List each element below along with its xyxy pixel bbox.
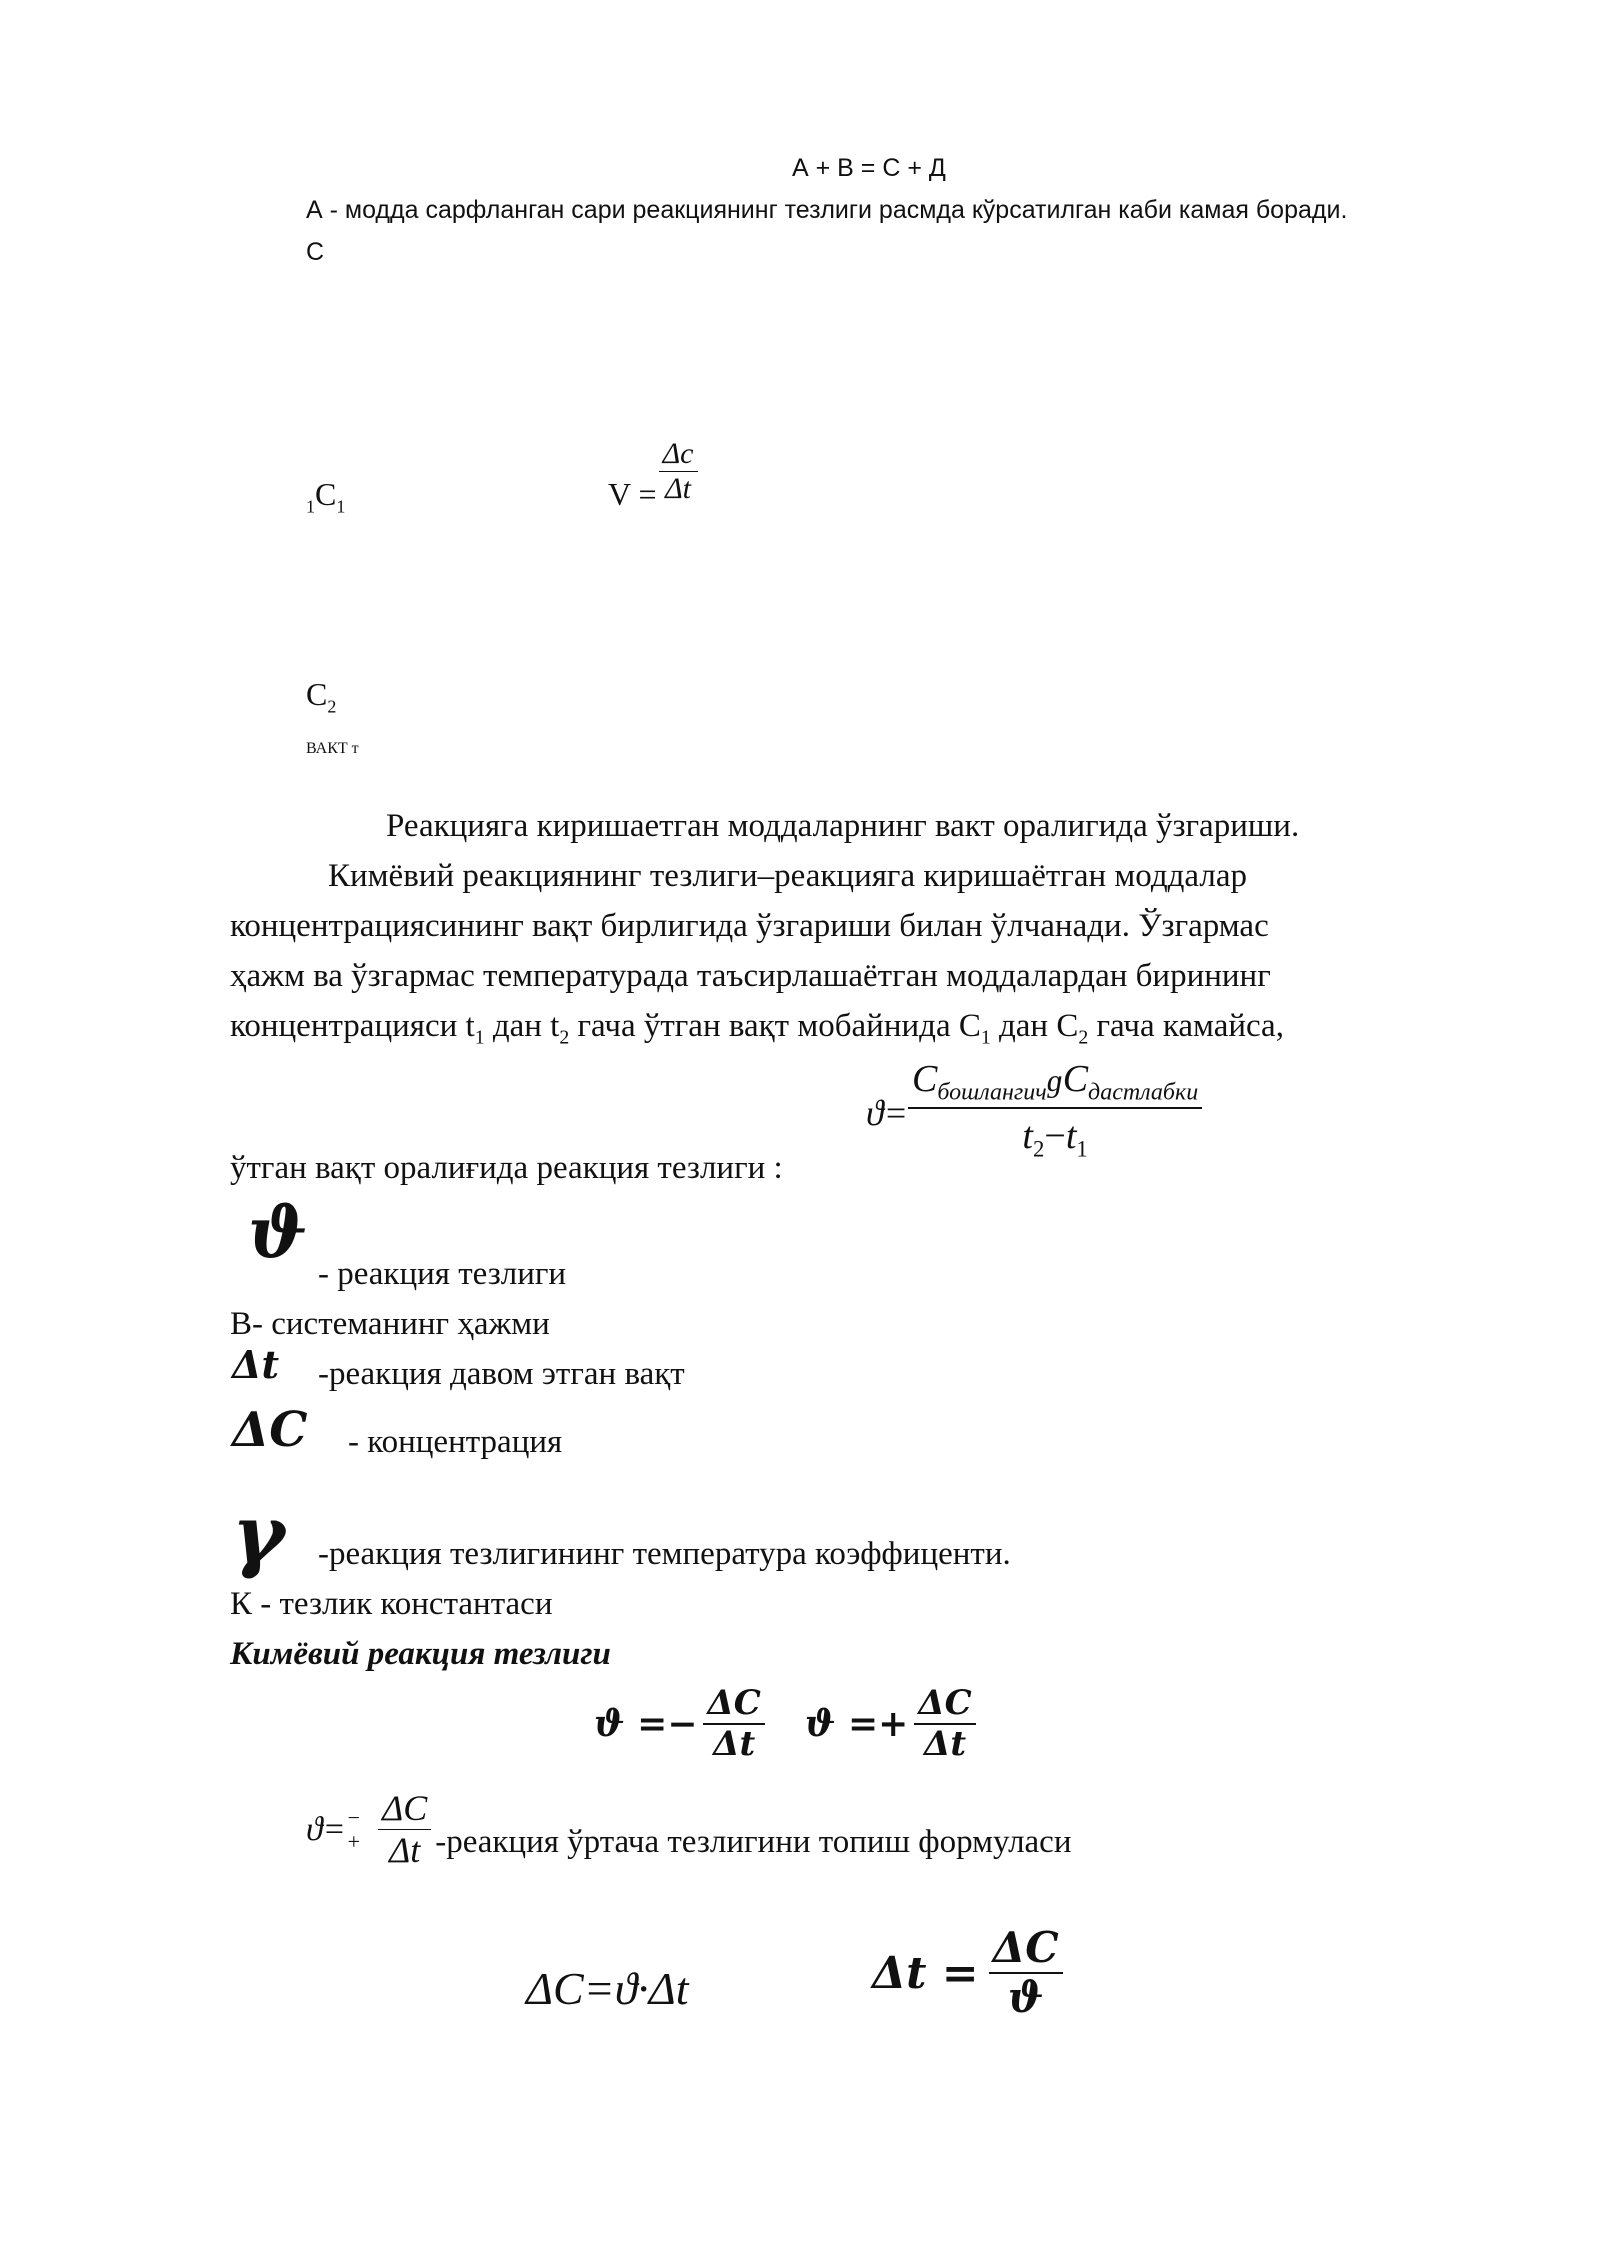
rate-num-c2: С bbox=[1062, 1058, 1089, 1100]
pair-left-den: Δt bbox=[713, 1724, 756, 1765]
p4-c: гача ўтган вақт мобайнида С bbox=[569, 1008, 981, 1044]
delta-t-symbol: Δt bbox=[232, 1342, 280, 1387]
def-volume-text: В- системанинг ҳажми bbox=[230, 1306, 550, 1342]
rate-formula-num bbox=[908, 1058, 1202, 1109]
p4-e: гача камайса, bbox=[1088, 1008, 1284, 1044]
def-k-text: К - тезлик константаси bbox=[230, 1586, 553, 1622]
avg-num: ΔC bbox=[378, 1788, 431, 1830]
graph-caption: Реакцияга киришаетган моддаларнинг вакт оралигида ўзгариши. bbox=[386, 808, 1300, 844]
c1-sub: 1 bbox=[336, 496, 346, 517]
avg-sign bbox=[348, 1806, 360, 1854]
velocity-den: Δt bbox=[665, 472, 692, 505]
rate-den-t1: t bbox=[1065, 1115, 1077, 1158]
avg-den: Δt bbox=[389, 1830, 421, 1871]
pair-left-fraction bbox=[703, 1684, 764, 1764]
c2-base: С bbox=[306, 676, 328, 712]
p4-b-sub: 2 bbox=[559, 1026, 570, 1049]
def-gamma-text: -реакция тезлигининг температура коэффиценти. bbox=[318, 1536, 1011, 1572]
rate-den-minus: − bbox=[1044, 1115, 1066, 1158]
pair-left-lhs: ϑ =− bbox=[594, 1703, 698, 1746]
theta-symbol: ϑ bbox=[248, 1191, 308, 1274]
c1-label bbox=[306, 476, 345, 517]
delta-c-symbol: ΔC bbox=[232, 1402, 308, 1458]
p4-a-sub: 1 bbox=[474, 1026, 485, 1049]
rate-num-sub2: дастлабки bbox=[1088, 1079, 1199, 1106]
p4-d: дан С bbox=[990, 1008, 1079, 1044]
rate-num-op: ɡ bbox=[1046, 1062, 1063, 1098]
rate-num-sub1: бошлангич bbox=[937, 1079, 1047, 1106]
p4-b: дан t bbox=[484, 1008, 560, 1044]
p4-a: концентрацияси t bbox=[230, 1008, 475, 1044]
avg-fraction bbox=[378, 1788, 431, 1872]
paragraph-line-3: ҳажм ва ўзгармас температурада таъсирлашаётган моддалардан бирининг bbox=[230, 958, 1271, 994]
bottom-right-formula bbox=[872, 1924, 1063, 2023]
bottom-right-den: ϑ bbox=[1007, 1973, 1044, 2023]
pair-right-lhs: ϑ =+ bbox=[804, 1703, 909, 1746]
section-heading: Кимёвий реакция тезлиги bbox=[230, 1636, 611, 1672]
pair-left-num: ΔC bbox=[703, 1684, 764, 1725]
avg-label: -реакция ўртача тезлигини топиш формуласи bbox=[435, 1824, 1072, 1861]
paragraph-line-4 bbox=[230, 1008, 1284, 1050]
p4-d-sub: 2 bbox=[1078, 1026, 1089, 1049]
pair-right-den: Δt bbox=[923, 1724, 967, 1765]
avg-plus: + bbox=[347, 1828, 361, 1854]
rate-formula-fraction bbox=[908, 1058, 1202, 1163]
intro-text: А - модда сарфланган сари реакциянинг тезлиги расмда кўрсатилган каби камая боради. bbox=[306, 196, 1348, 224]
rate-den-t2: t bbox=[1022, 1115, 1033, 1158]
formula-pair bbox=[594, 1684, 976, 1764]
gamma-symbol: γ bbox=[232, 1487, 285, 1581]
c1-prefix: 1 bbox=[306, 496, 315, 517]
def-delta-t-text: -реакция давом этган вақт bbox=[318, 1356, 685, 1392]
rate-formula bbox=[866, 1058, 1202, 1163]
rate-den-t2-sub: 2 bbox=[1032, 1136, 1045, 1162]
axis-c-label: С bbox=[306, 238, 325, 266]
avg-lhs: ϑ= bbox=[306, 1810, 346, 1848]
reaction-equation: А + В = С + Д bbox=[792, 154, 946, 182]
bottom-right-lhs: Δt = bbox=[872, 1947, 979, 1999]
avg-formula bbox=[306, 1788, 1071, 1872]
rate-num-c1: С bbox=[911, 1058, 938, 1100]
pair-right-fraction bbox=[914, 1684, 975, 1764]
def-theta-text: - реакция тезлиги bbox=[318, 1256, 567, 1292]
c2-label bbox=[306, 676, 336, 717]
axis-time-label: ВАКТ т bbox=[306, 740, 359, 757]
def-delta-c-text: - концентрация bbox=[348, 1424, 563, 1460]
rate-den-t1-sub: 1 bbox=[1076, 1136, 1088, 1162]
bottom-left-formula: ΔC=ϑ·Δt bbox=[526, 1963, 689, 2014]
bottom-right-fraction bbox=[989, 1924, 1063, 2023]
bottom-right-num: ΔC bbox=[989, 1924, 1063, 1974]
c2-sub: 2 bbox=[327, 696, 337, 717]
paragraph-line-5: ўтган вақт оралиғида реакция тезлиги : bbox=[230, 1150, 783, 1186]
velocity-num: Δc bbox=[659, 437, 698, 473]
avg-minus: − bbox=[347, 1804, 361, 1830]
pair-right-num: ΔC bbox=[914, 1684, 975, 1725]
c1-base: С bbox=[315, 476, 337, 512]
rate-formula-lhs: ϑ= bbox=[866, 1093, 908, 1134]
velocity-fraction bbox=[659, 437, 698, 507]
paragraph-line-1: Кимёвий реакциянинг тезлиги–реакцияга киришаётган моддалар bbox=[328, 858, 1247, 894]
paragraph-line-2: концентрациясининг вақт бирлигида ўзгариши билан ўлчанади. Ўзгармас bbox=[230, 908, 1269, 944]
p4-c-sub: 1 bbox=[980, 1026, 991, 1049]
velocity-label: V = bbox=[608, 476, 657, 512]
velocity-formula bbox=[608, 430, 698, 513]
rate-formula-den bbox=[1018, 1109, 1091, 1163]
